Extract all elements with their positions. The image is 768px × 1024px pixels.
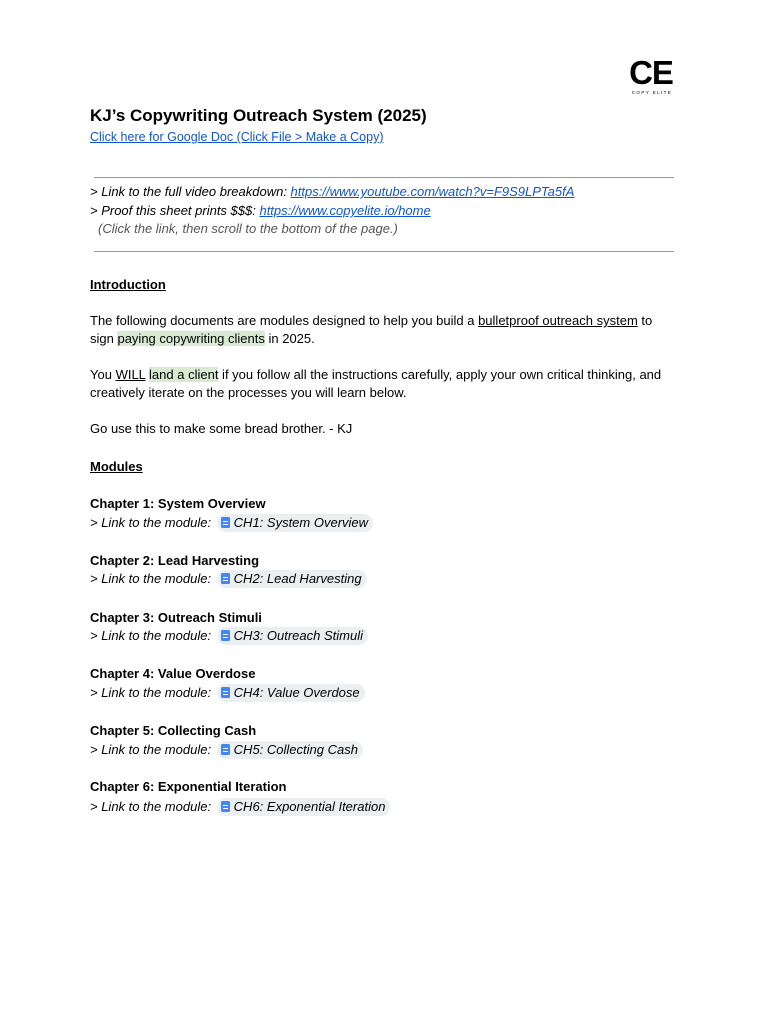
module-chip-label: CH2: Lead Harvesting — [233, 571, 362, 586]
google-doc-row — [90, 128, 384, 146]
module-chip-label: CH6: Exponential Iteration — [233, 799, 386, 814]
module-title: Chapter 5: Collecting Cash — [90, 723, 257, 738]
module-title: Chapter 1: System Overview — [90, 496, 266, 511]
copy-elite-logo — [626, 56, 676, 96]
module-link-row — [90, 514, 373, 532]
logo-mark: CE — [629, 54, 673, 91]
module-link-label: > Link to the module: — [90, 799, 215, 814]
module-chip[interactable] — [217, 741, 363, 759]
proof-note: (Click the link, then scroll to the bottom of the page.) — [98, 221, 398, 236]
intro-underline: bulletproof outreach system — [478, 313, 638, 328]
google-doc-icon — [221, 517, 230, 528]
module-chip[interactable] — [217, 514, 373, 532]
video-link[interactable]: https://www.youtube.com/watch?v=F9S9LPTa5fA — [290, 184, 575, 199]
module-chip[interactable] — [217, 627, 368, 645]
intro-paragraph-2-line-2: creatively iterate on the processes you will learn below. — [90, 385, 407, 400]
intro-heading: Introduction — [90, 277, 166, 292]
intro-paragraph-1-line-1 — [90, 312, 652, 330]
module-chip[interactable] — [217, 684, 365, 702]
video-link-row — [90, 183, 574, 201]
divider-top — [94, 177, 674, 178]
google-doc-icon — [221, 573, 230, 584]
module-link-row — [90, 741, 363, 759]
intro-text: You — [90, 367, 116, 382]
module-link-label: > Link to the module: — [90, 742, 215, 757]
intro-paragraph-3: Go use this to make some bread brother. - KJ — [90, 421, 353, 436]
proof-link[interactable]: https://www.copyelite.io/home — [259, 203, 431, 218]
module-link-row — [90, 798, 390, 816]
google-doc-icon — [221, 744, 230, 755]
video-link-label: > Link to the full video breakdown: — [90, 184, 291, 199]
google-doc-icon — [221, 801, 230, 812]
google-doc-icon — [221, 687, 230, 698]
module-title: Chapter 4: Value Overdose — [90, 666, 256, 681]
intro-highlight: land a client — [149, 367, 219, 382]
module-chip[interactable] — [217, 798, 391, 816]
modules-heading: Modules — [90, 459, 143, 474]
intro-paragraph-2-line-1 — [90, 366, 661, 384]
intro-highlight: paying copywriting clients — [117, 331, 265, 346]
module-link-row — [90, 627, 368, 645]
page-title: KJ’s Copywriting Outreach System (2025) — [90, 106, 427, 125]
module-link-label: > Link to the module: — [90, 571, 215, 586]
proof-link-label: > Proof this sheet prints $$$: — [90, 203, 260, 218]
module-title: Chapter 3: Outreach Stimuli — [90, 610, 262, 625]
module-chip-label: CH3: Outreach Stimuli — [233, 628, 363, 643]
intro-text: sign — [90, 331, 118, 346]
module-link-row — [90, 684, 365, 702]
module-link-label: > Link to the module: — [90, 628, 215, 643]
module-chip-label: CH1: System Overview — [233, 515, 369, 530]
module-chip-label: CH5: Collecting Cash — [233, 742, 358, 757]
logo-subtitle: COPY ELITE — [631, 90, 673, 95]
intro-text: if you follow all the instructions carefully, apply your own critical thinking, and — [218, 367, 662, 382]
module-chip[interactable] — [217, 570, 367, 588]
intro-paragraph-1-line-2 — [90, 330, 315, 348]
intro-text: in 2025. — [264, 331, 315, 346]
module-title: Chapter 6: Exponential Iteration — [90, 779, 287, 794]
module-link-label: > Link to the module: — [90, 685, 215, 700]
module-chip-label: CH4: Value Overdose — [233, 685, 360, 700]
divider-bottom — [94, 251, 674, 252]
intro-text: The following documents are modules designed to help you build a — [90, 313, 479, 328]
module-title: Chapter 2: Lead Harvesting — [90, 553, 260, 568]
intro-underline: WILL — [115, 367, 146, 382]
intro-text: to — [637, 313, 653, 328]
google-doc-link[interactable]: Click here for Google Doc (Click File > Make a Copy) — [90, 130, 384, 144]
google-doc-icon — [221, 630, 230, 641]
module-link-row — [90, 570, 367, 588]
proof-link-row — [90, 202, 431, 220]
module-link-label: > Link to the module: — [90, 515, 215, 530]
